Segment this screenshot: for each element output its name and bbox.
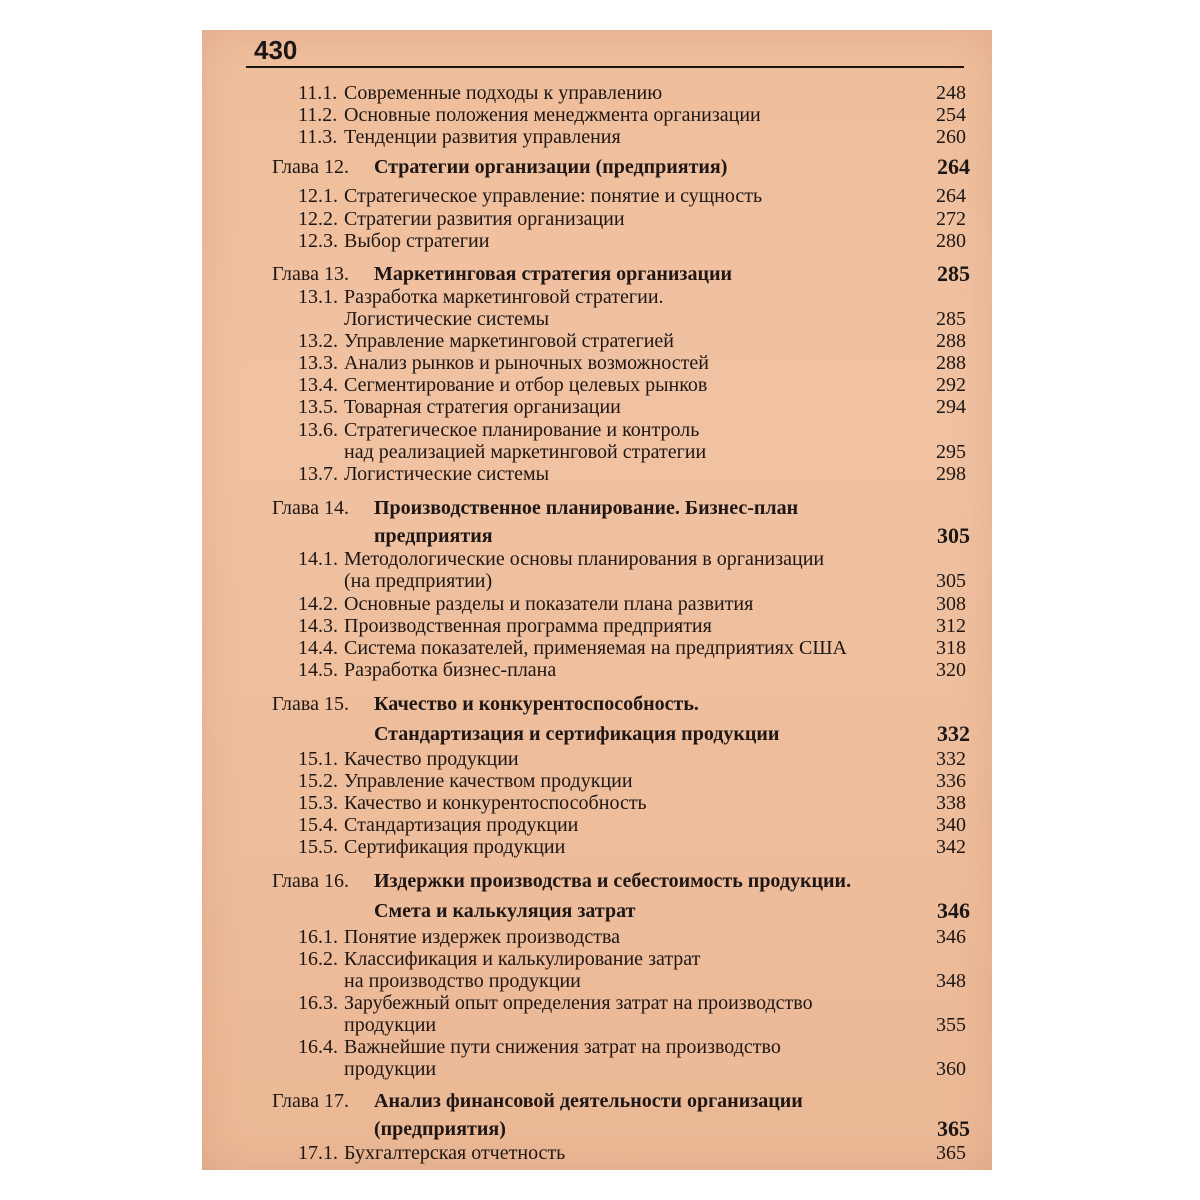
section-number: 16.2. [298, 948, 338, 970]
section-title: Методологические основы планирования в организации [344, 548, 825, 570]
page-ref: 280 [936, 230, 966, 252]
section-title: Современные подходы к управлению [344, 82, 663, 104]
page-ref: 288 [936, 352, 966, 374]
page-ref: 320 [936, 659, 966, 681]
chapter-title: предприятия [374, 525, 493, 547]
page-ref: 305 [937, 523, 970, 548]
chapter-entry [272, 870, 970, 892]
section-entry [298, 548, 968, 570]
section-entry [344, 441, 968, 463]
section-title: (на предприятии) [344, 570, 493, 592]
section-title: Выбор стратегии [344, 230, 490, 252]
chapter-title: Стандартизация и сертификация продукции [374, 723, 780, 745]
section-title: Сегментирование и отбор целевых рынков [344, 374, 708, 396]
section-title: Качество продукции [344, 748, 519, 770]
section-entry [298, 615, 968, 637]
section-entry [298, 419, 968, 441]
section-title: Управление маркетинговой стратегией [344, 330, 674, 352]
section-number: 12.2. [298, 208, 338, 230]
chapter-title: Качество и конкурентоспособность. [374, 693, 699, 715]
section-number: 15.2. [298, 770, 338, 792]
page-ref: 264 [936, 185, 966, 207]
section-title: Зарубежный опыт определения затрат на производство [344, 992, 813, 1014]
section-number: 14.4. [298, 637, 338, 659]
chapter-entry [272, 1118, 970, 1140]
section-title: Важнейшие пути снижения затрат на производство [344, 1036, 781, 1058]
section-entry [298, 286, 968, 308]
page-ref: 288 [936, 330, 966, 352]
chapter-label: Глава 16. [272, 870, 349, 892]
section-title: на производство продукции [344, 970, 581, 992]
page-ref: 336 [936, 770, 966, 792]
chapter-entry [272, 497, 970, 519]
section-number: 13.5. [298, 396, 338, 418]
section-entry [298, 396, 968, 418]
section-entry [298, 352, 968, 374]
page-ref: 346 [937, 898, 970, 923]
page-ref: 342 [936, 836, 966, 858]
chapter-label: Глава 13. [272, 263, 349, 285]
chapter-title: Стратегии организации (предприятия) [374, 156, 728, 178]
chapter-title: Издержки производства и себестоимость продукции. [374, 870, 852, 892]
chapter-entry [272, 900, 970, 922]
chapter-title: Смета и калькуляция затрат [374, 900, 636, 922]
section-number: 14.1. [298, 548, 338, 570]
section-number: 13.2. [298, 330, 338, 352]
page-ref: 260 [936, 126, 966, 148]
section-entry [298, 792, 968, 814]
section-entry [298, 104, 968, 126]
section-entry [298, 82, 968, 104]
section-number: 16.3. [298, 992, 338, 1014]
page-ref: 338 [936, 792, 966, 814]
page-ref: 298 [936, 463, 966, 485]
section-title: Понятие издержек производства [344, 926, 620, 948]
book-page [202, 30, 992, 1170]
chapter-label: Глава 15. [272, 693, 349, 715]
section-number: 11.2. [298, 104, 338, 126]
page-ref: 285 [937, 261, 970, 286]
section-number: 11.3. [298, 126, 338, 148]
section-entry [298, 1036, 968, 1058]
chapter-label: Глава 14. [272, 497, 349, 519]
page-ref: 285 [936, 308, 966, 330]
section-title: Основные разделы и показатели плана развития [344, 593, 754, 615]
section-entry [298, 330, 968, 352]
section-number: 11.1. [298, 82, 338, 104]
page-ref: 294 [936, 396, 966, 418]
section-title: Стратегии развития организации [344, 208, 625, 230]
page-ref: 332 [937, 721, 970, 746]
section-entry [298, 126, 968, 148]
chapter-label: Глава 17. [272, 1090, 349, 1112]
section-title: Классификация и калькулирование затрат [344, 948, 701, 970]
page-ref: 272 [936, 208, 966, 230]
section-number: 15.4. [298, 814, 338, 836]
section-entry [298, 637, 968, 659]
section-number: 13.1. [298, 286, 338, 308]
chapter-title: Производственное планирование. Бизнес-план [374, 497, 799, 519]
page-ref: 264 [937, 154, 970, 179]
chapter-entry [272, 1090, 970, 1112]
section-title: Сертификация продукции [344, 836, 566, 858]
section-number: 12.3. [298, 230, 338, 252]
section-number: 15.1. [298, 748, 338, 770]
section-number: 17.1. [298, 1142, 338, 1164]
section-title: Тенденции развития управления [344, 126, 621, 148]
section-number: 14.3. [298, 615, 338, 637]
chapter-label: Глава 12. [272, 156, 349, 178]
chapter-entry [272, 693, 970, 715]
page-ref: 308 [936, 593, 966, 615]
section-entry [298, 748, 968, 770]
section-number: 15.5. [298, 836, 338, 858]
section-title: Стратегическое планирование и контроль [344, 419, 700, 441]
page-ref: 340 [936, 814, 966, 836]
section-number: 16.1. [298, 926, 338, 948]
section-title: Качество и конкурентоспособность [344, 792, 647, 814]
section-entry [298, 992, 968, 1014]
page-ref: 332 [936, 748, 966, 770]
page-ref: 312 [936, 615, 966, 637]
page-ref: 295 [936, 441, 966, 463]
section-number: 13.7. [298, 463, 338, 485]
chapter-entry [272, 156, 970, 178]
section-title: продукции [344, 1014, 437, 1036]
section-title: Основные положения менеджмента организации [344, 104, 761, 126]
section-number: 13.3. [298, 352, 338, 374]
chapter-title: Анализ финансовой деятельности организации [374, 1090, 803, 1112]
header-rule [246, 66, 964, 68]
page-ref: 254 [936, 104, 966, 126]
section-entry [298, 836, 968, 858]
section-title: Стандартизация продукции [344, 814, 579, 836]
section-number: 12.1. [298, 185, 338, 207]
section-number: 13.6. [298, 419, 338, 441]
section-title: Логистические системы [344, 463, 550, 485]
section-entry [298, 948, 968, 970]
section-entry [344, 308, 968, 330]
section-title: Стратегическое управление: понятие и сущность [344, 185, 763, 207]
page-ref: 305 [936, 570, 966, 592]
section-entry [298, 374, 968, 396]
section-entry [344, 970, 968, 992]
section-title: Анализ рынков и рыночных возможностей [344, 352, 709, 374]
page-ref: 365 [937, 1116, 970, 1141]
section-number: 14.5. [298, 659, 338, 681]
section-title: Система показателей, применяемая на предприятиях США [344, 637, 847, 659]
section-entry [298, 1142, 968, 1164]
page-number: 430 [254, 35, 298, 65]
section-entry [344, 570, 968, 592]
section-title: Производственная программа предприятия [344, 615, 712, 637]
page-ref: 346 [936, 926, 966, 948]
section-number: 13.4. [298, 374, 338, 396]
section-title: Разработка бизнес-плана [344, 659, 557, 681]
section-number: 16.4. [298, 1036, 338, 1058]
section-title: над реализацией маркетинговой стратегии [344, 441, 707, 463]
section-entry [298, 185, 968, 207]
section-title: продукции [344, 1058, 437, 1080]
section-entry [298, 926, 968, 948]
section-entry [298, 593, 968, 615]
chapter-entry [272, 263, 970, 285]
page-ref: 355 [936, 1014, 966, 1036]
section-number: 14.2. [298, 593, 338, 615]
chapter-title: Маркетинговая стратегия организации [374, 263, 733, 285]
section-title: Разработка маркетинговой стратегии. [344, 286, 664, 308]
section-entry [298, 770, 968, 792]
section-entry [298, 659, 968, 681]
section-title: Логистические системы [344, 308, 550, 330]
section-number: 15.3. [298, 792, 338, 814]
page-ref: 348 [936, 970, 966, 992]
page-ref: 365 [936, 1142, 966, 1164]
chapter-title: (предприятия) [374, 1118, 506, 1140]
section-entry [298, 230, 968, 252]
section-title: Управление качеством продукции [344, 770, 633, 792]
section-title: Товарная стратегия организации [344, 396, 621, 418]
section-title: Бухгалтерская отчетность [344, 1142, 566, 1164]
section-entry [298, 814, 968, 836]
page-ref: 318 [936, 637, 966, 659]
chapter-entry [272, 525, 970, 547]
section-entry [344, 1058, 968, 1080]
page-ref: 292 [936, 374, 966, 396]
section-entry [344, 1014, 968, 1036]
section-entry [298, 463, 968, 485]
chapter-entry [272, 723, 970, 745]
page-ref: 248 [936, 82, 966, 104]
page-ref: 360 [936, 1058, 966, 1080]
section-entry [298, 208, 968, 230]
